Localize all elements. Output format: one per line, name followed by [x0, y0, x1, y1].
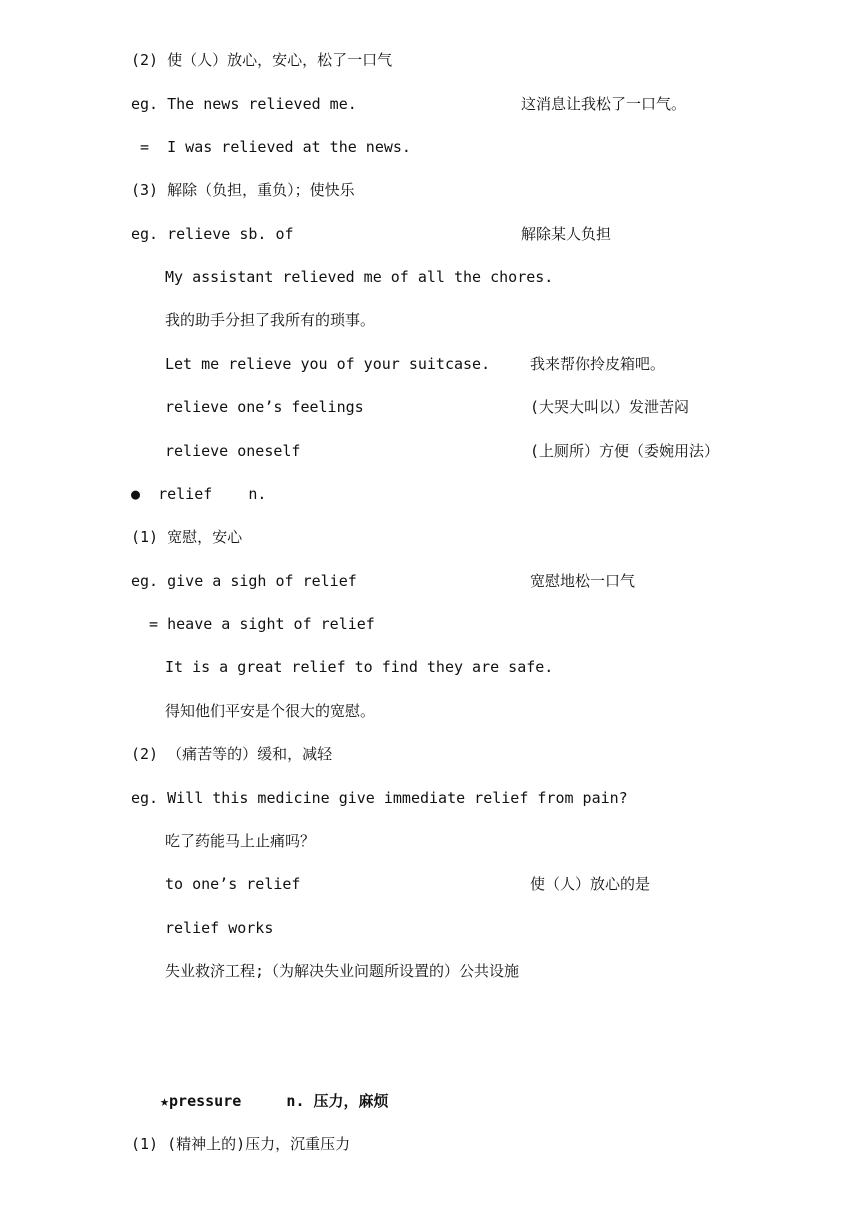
line-22: 失业救济工程;（为解决失业问题所设置的）公共设施 — [165, 962, 520, 980]
line-13-zh: 宽慰地松一口气 — [530, 572, 636, 590]
line-13-en: eg. give a sigh of relief — [131, 572, 357, 590]
line-2-en: eg. The news relieved me. — [131, 95, 357, 113]
pressure-heading: ★pressure n. 压力，麻烦 — [160, 1092, 389, 1110]
line-20-zh: 使（人）放心的是 — [530, 875, 651, 893]
line-4: (3) 解除（负担，重负）；使快乐 — [131, 181, 355, 199]
line-8-zh: 我来帮你拎皮箱吧。 — [530, 355, 666, 373]
line-18: eg. Will this medicine give immediate relief from pain? — [131, 789, 628, 807]
line-16: 得知他们平安是个很大的宽慰。 — [165, 702, 376, 720]
relief-heading: ● relief n. — [131, 485, 267, 503]
line-5-en: eg. relieve sb. of — [131, 225, 294, 243]
line-20-en: to one’s relief — [165, 875, 301, 893]
line-15: It is a great relief to find they are safe. — [165, 658, 554, 676]
line-9-zh: (大哭大叫以）发泄苦闷 — [530, 398, 690, 416]
line-3: = I was relieved at the news. — [131, 138, 411, 156]
line-21: relief works — [165, 919, 274, 937]
line-9-en: relieve one’s feelings — [165, 398, 364, 416]
line-1: (2) 使（人）放心，安心，松了一口气 — [131, 51, 393, 69]
line-8-en: Let me relieve you of your suitcase. — [165, 355, 491, 373]
line-7: 我的助手分担了我所有的琐事。 — [165, 311, 376, 329]
line-6: My assistant relieved me of all the chores. — [165, 268, 554, 286]
line-14: = heave a sight of relief — [131, 615, 375, 633]
line-2-zh: 这消息让我松了一口气。 — [521, 95, 687, 113]
line-5-zh: 解除某人负担 — [521, 225, 612, 243]
line-17: (2) （痛苦等的）缓和，减轻 — [131, 745, 333, 763]
line-19: 吃了药能马上止痛吗？ — [165, 832, 316, 850]
line-10-en: relieve oneself — [165, 442, 301, 460]
line-24: (1) (精神上的)压力，沉重压力 — [131, 1135, 351, 1153]
line-10-zh: (上厕所）方便（委婉用法） — [530, 442, 720, 460]
line-12: (1) 宽慰，安心 — [131, 528, 243, 546]
